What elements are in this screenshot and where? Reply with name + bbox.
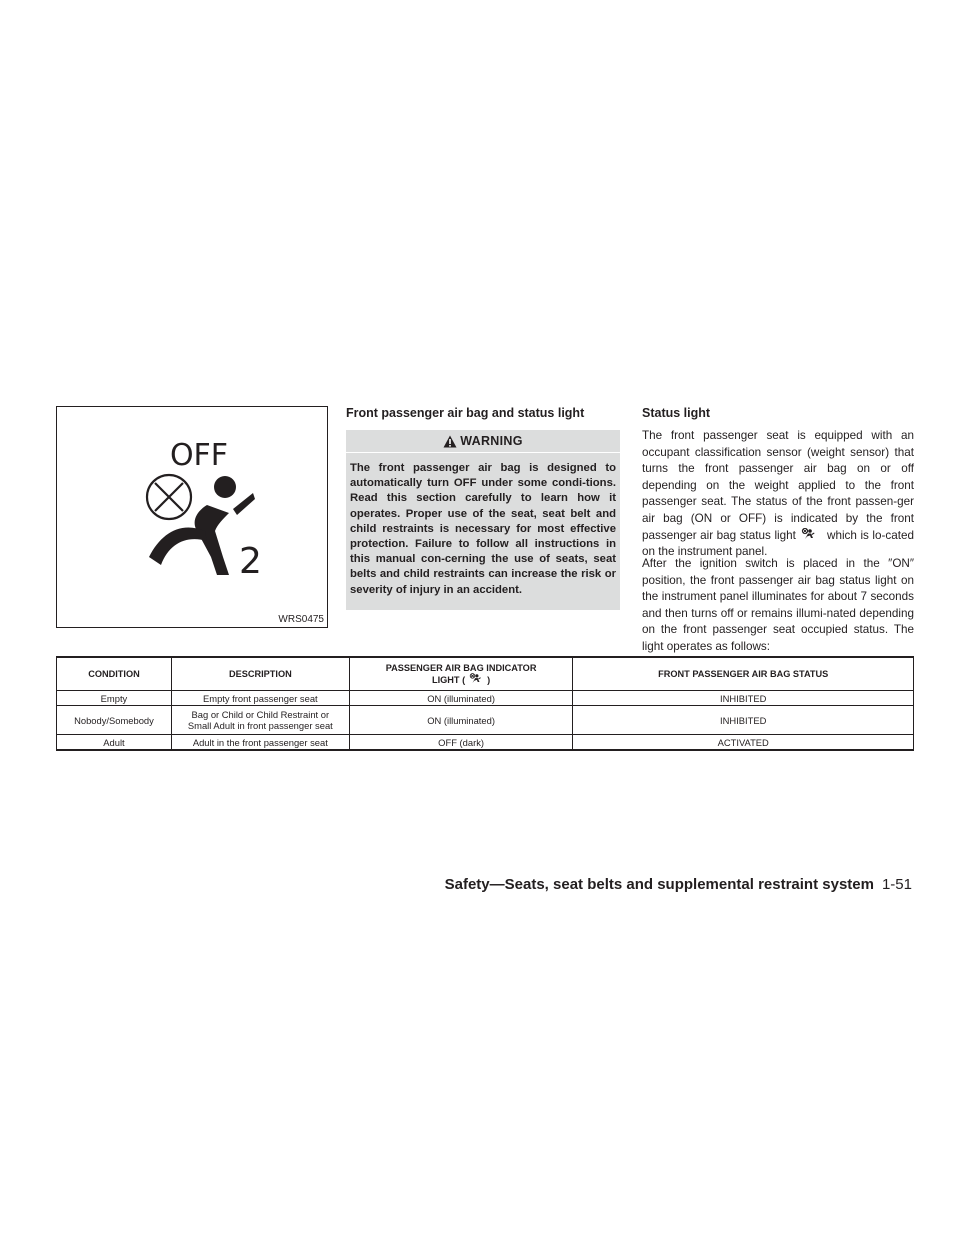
warning-triangle-icon [443,435,457,448]
status-light-paragraph-1 [642,428,914,561]
footer-section-title: Safety—Seats, seat belts and supplemental restraint system [444,876,874,893]
cell-description: Adult in the front passenger seat [171,735,349,751]
warning-divider [346,452,620,453]
header-indicator-pre: LIGHT ( [431,675,466,685]
page-number: 1-51 [881,876,912,893]
table-row [57,706,914,735]
cell-status: INHIBITED [573,706,914,735]
warning-box [346,430,620,610]
paragraph-1-text: The front passenger seat is equipped with an occupant classification sensor (weight sensor) that turns the front passenger air bag on or off depending on the weight applied to the front passenger seat. The status of the front passen-ger air bag (ON or OFF) is indicated by the front passenger air bag status light [642,429,914,542]
cell-status: INHIBITED [573,691,914,706]
crossed-circle-icon [147,475,191,519]
cell-condition: Adult [57,735,172,751]
cell-indicator: OFF (dark) [349,735,573,751]
cell-description [171,706,349,735]
header-condition: CONDITION [57,657,172,691]
cell-description: Empty front passenger seat [171,691,349,706]
cell-description-line1: Bag or Child or Child Restraint or [191,709,330,720]
table-row [57,691,914,706]
warning-title-text: WARNING [460,434,523,448]
cell-condition: Nobody/Somebody [57,706,172,735]
header-description: DESCRIPTION [171,657,349,691]
cell-indicator: ON (illuminated) [349,691,573,706]
table-header-row [57,657,914,691]
cell-description-line2: Small Adult in front passenger seat [187,720,333,731]
airbag-status-table [56,656,914,751]
section-heading: Front passenger air bag and status light [346,406,585,420]
header-status: FRONT PASSENGER AIR BAG STATUS [573,657,914,691]
warning-text: The front passenger air bag is designed to automatically turn OFF under some condi-tions. Read this section carefully to learn how it operates. Proper use of the seat, seat belt and child restraints is necessary for most effective protection. Failure to follow all instructions in this manual con-cerning the use of seats, seat belts and child restraints can increase the risk or severity of injury in an accident. [350,462,616,596]
paragraph-1-text-cont: which is lo-cated on the instrument panel. [642,528,915,559]
header-indicator [349,657,573,691]
warning-title [350,430,616,452]
passenger-airbag-off-icon [469,673,483,684]
cell-condition: Empty [57,691,172,706]
table-row [57,735,914,751]
cell-indicator: ON (illuminated) [349,706,573,735]
header-indicator-line1: PASSENGER AIR BAG INDICATOR [385,663,537,673]
figure-code: WRS0475 [278,614,324,625]
off-label: OFF [169,438,229,473]
passenger-airbag-off-icon [801,528,817,540]
airbag-off-indicator-figure [56,406,328,628]
cell-status: ACTIVATED [573,735,914,751]
header-indicator-post: ) [487,675,491,685]
airbag-off-illustration [57,407,327,627]
status-light-paragraph-2: After the ignition switch is placed in the ″ON″ position, the front passenger air bag status light on the instrument panel illuminates for about 7 seconds and then turns off or remains illumi-nated depending on the front passenger seat occupied status. The light operates as follows: [642,557,914,653]
status-light-heading: Status light [642,406,711,420]
header-indicator-line2 [352,673,571,685]
page-footer [445,876,912,893]
seat-number-label: 2 [239,541,262,582]
